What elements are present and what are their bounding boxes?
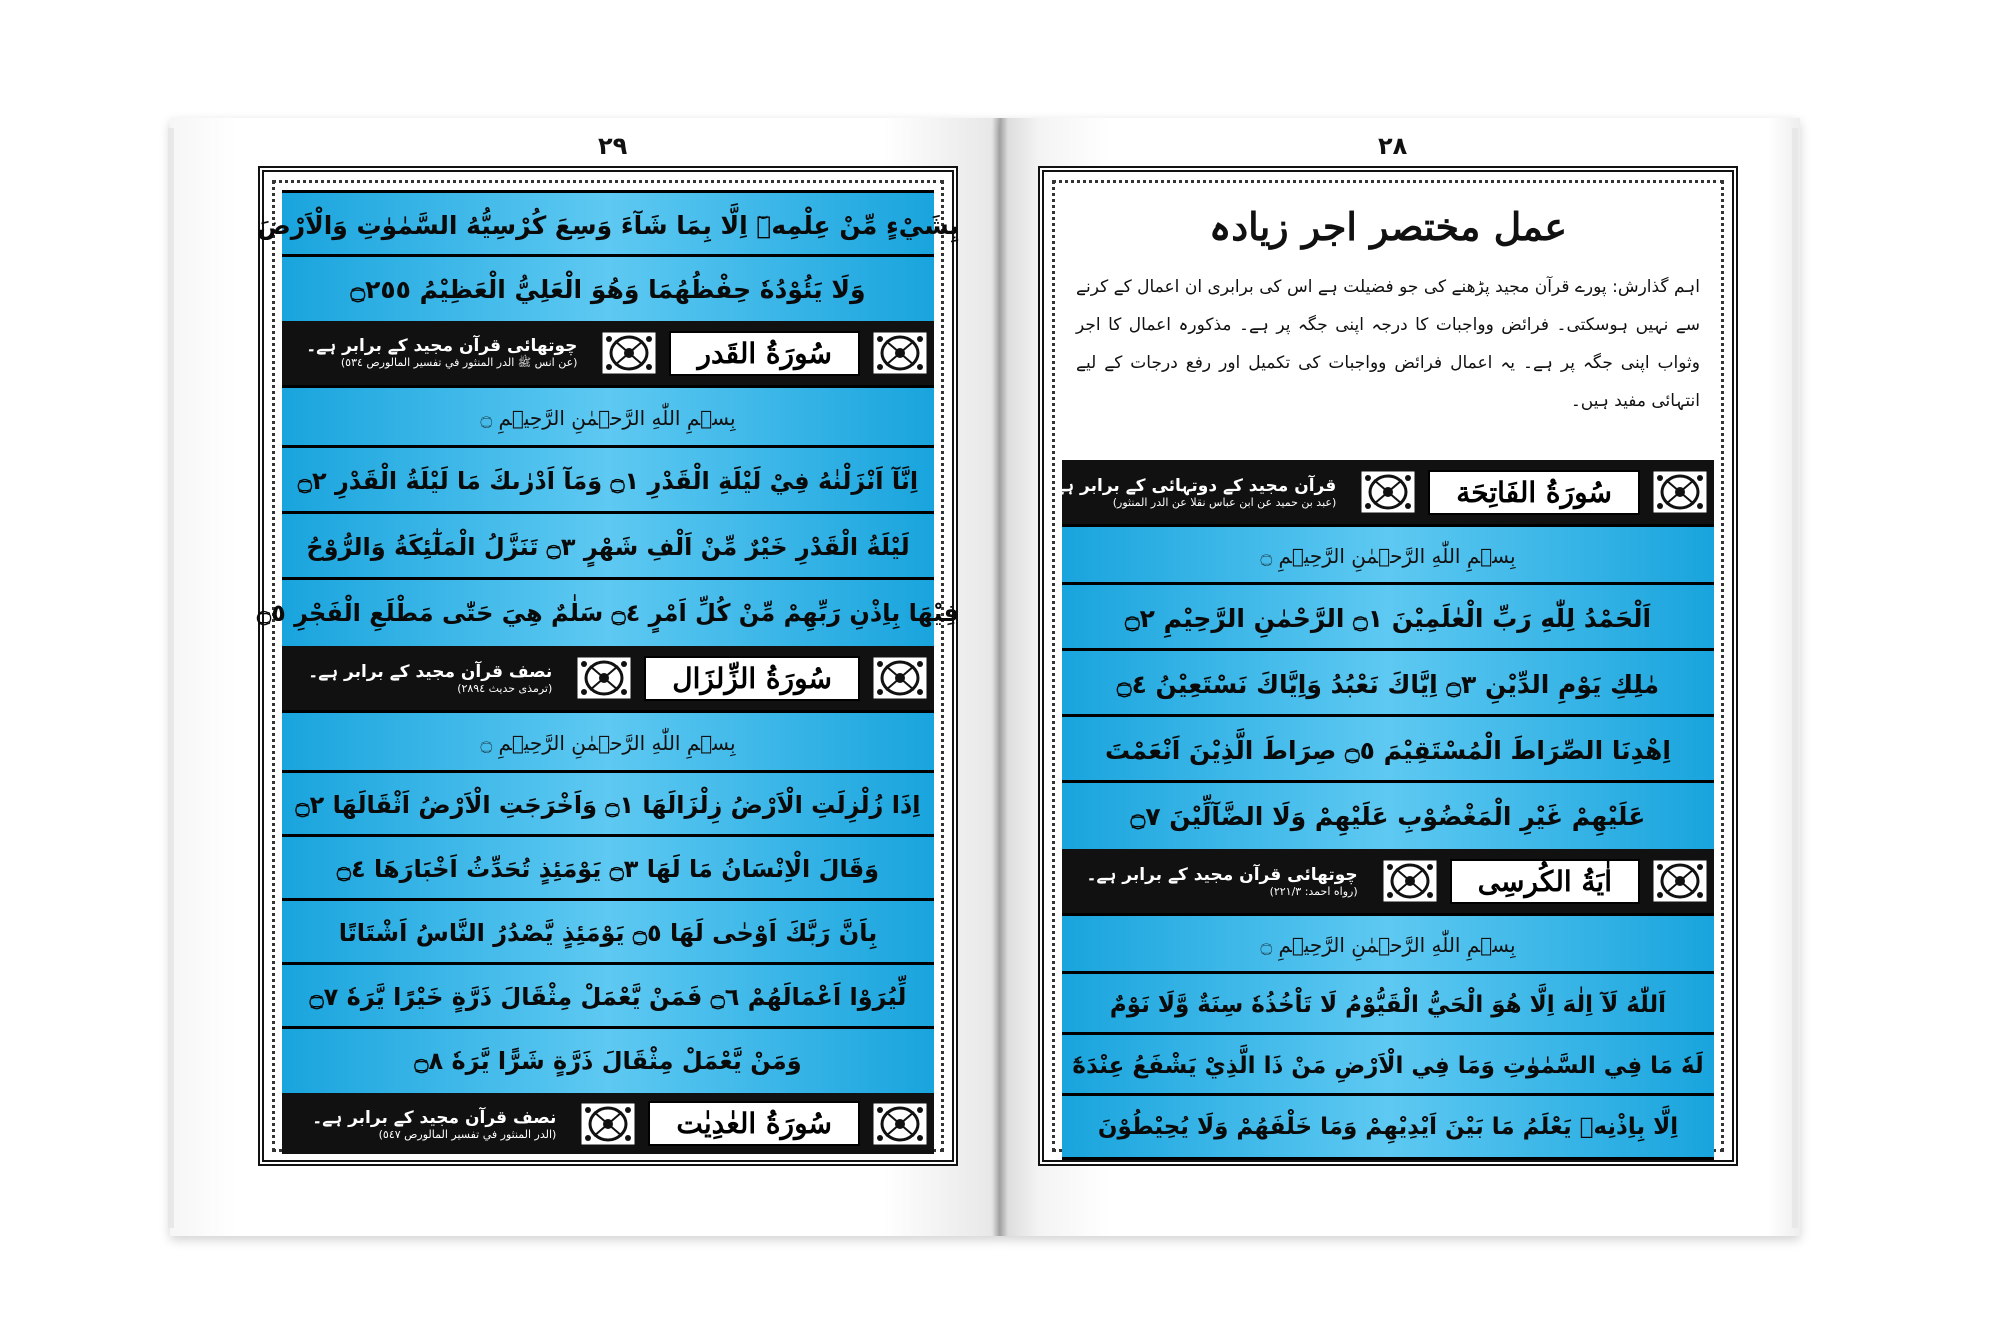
verse-line: لَهٗ مَا فِي السَّمٰوٰتِ وَمَا فِي الْاَرْضِ مَنْ ذَا الَّذِيْ يَشْفَعُ عِنْدَهٗٓ	[1062, 1032, 1714, 1099]
ornament-icon	[872, 331, 928, 375]
surah-virtue: قرآن مجید کے دوتہائی کے برابر ہے۔	[1044, 476, 1337, 496]
surah-adiyat-note	[312, 1107, 556, 1141]
right-page-edge	[1792, 128, 1798, 1228]
verse-line: اَلْحَمْدُ لِلّٰهِ رَبِّ الْعٰلَمِيْنَ ۝١ الرَّحْمٰنِ الرَّحِيْمِ ۝٢	[1062, 582, 1714, 654]
book-spine	[992, 118, 1008, 1236]
basmala: بِسۡمِ اللّٰهِ الرَّحۡمٰنِ الرَّحِيۡمِ ۝	[1062, 913, 1714, 977]
verse-line: عَلَيْهِمْ غَيْرِ الْمَغْضُوْبِ عَلَيْهِمْ وَلَا الضَّآلِّيْنَ ۝٧	[1062, 780, 1714, 852]
intro-note: اہم گذارش: پورے قرآن مجید پڑھنے کی جو فضیلت ہے اس کی برابری ان اعمال کے کرنے سے نہیں ہوسکتی۔ فرائض وواجبات کا درجہ اپنی جگہ پر ہے۔ مذکورہ اعمال کا اجر وثواب اپنی جگہ پر ہے۔ یہ اعمال فرائض وواجبات کی تکمیل اور رفع درجات کے لیے انتہائی مفید ہیں۔	[1076, 277, 1700, 411]
ornament-icon	[1360, 470, 1416, 514]
surah-qadr-bar	[282, 321, 934, 385]
right-frame	[1038, 166, 1738, 1166]
surah-adiyat-bar	[282, 1093, 934, 1154]
intro-box	[1062, 190, 1714, 411]
verse-line: فِيْهَا بِاِذْنِ رَبِّهِمْ مِّنْ كُلِّ اَمْرٍ ۝٤ سَلٰمٌ هِيَ حَتّٰى مَطْلَعِ الْفَجْرِ ۝٥	[282, 577, 934, 649]
right-content	[1044, 190, 1714, 1142]
left-content	[257, 190, 959, 1142]
page-number-left: ۲۹	[598, 132, 628, 160]
left-page-edge	[168, 128, 174, 1228]
basmala: بِسۡمِ اللّٰهِ الرَّحۡمٰنِ الرَّحِيۡمِ ۝	[282, 385, 934, 451]
verse-line: وَقَالَ الْاِنْسَانُ مَا لَهَا ۝٣ يَوْمَئِذٍ تُحَدِّثُ اَخْبَارَهَا ۝٤	[282, 834, 934, 904]
verse-line: اِلَّا بِاِذْنِهٖ يَعْلَمُ مَا بَيْنَ اَيْدِيْهِمْ وَمَا خَلْفَهُمْ وَلَا يُحِيْطُوْنَ	[1062, 1093, 1714, 1160]
surah-fatiha-title: سُورَةُ الفَاتِحَة	[1428, 470, 1640, 515]
surah-adiyat-title: سُورَةُ العٰدِيٰت	[648, 1101, 860, 1146]
page-number-right: ۲۸	[1378, 132, 1408, 160]
ornament-icon	[1652, 859, 1708, 903]
left-frame	[258, 166, 958, 1166]
verse-line: بِشَيْءٍ مِّنْ عِلْمِهٖٓ اِلَّا بِمَا شَآءَ وَسِعَ كُرْسِيُّهُ السَّمٰوٰتِ وَالْاَرْضَ	[282, 190, 934, 260]
verse-line: لِّيُرَوْا اَعْمَالَهُمْ ۝٦ فَمَنْ يَّعْمَلْ مِثْقَالَ ذَرَّةٍ خَيْرًا يَّرَهٗ ۝٧	[282, 962, 934, 1032]
surah-source: (عبد بن حميد عن ابن عباس نقلا عن الدر المنثور)	[1112, 496, 1337, 509]
verse-line: وَلَا يَئُوْدُهٗ حِفْظُهُمَا وَهُوَ الْعَلِيُّ الْعَظِيْمُ ۝٢٥٥	[282, 254, 934, 324]
surah-source: (ترمذی حدیث ٢٨٩٤)	[457, 682, 553, 695]
verse-line: اِنَّآ اَنْزَلْنٰهُ فِيْ لَيْلَةِ الْقَدْرِ ۝١ وَمَآ اَدْرٰىكَ مَا لَيْلَةُ الْقَدْرِ ۝٢	[282, 445, 934, 517]
ornament-icon	[872, 656, 928, 700]
ornament-icon	[601, 331, 657, 375]
surah-qadr-note	[306, 335, 577, 372]
page-title: عمل مختصر اجر زیادہ	[1208, 204, 1568, 249]
basmala: بِسۡمِ اللّٰهِ الرَّحۡمٰنِ الرَّحِيۡمِ ۝	[282, 710, 934, 776]
verse-line: وَمَنْ يَّعْمَلْ مِثْقَالَ ذَرَّةٍ شَرًّا يَّرَهٗ ۝٨	[282, 1026, 934, 1096]
verse-line: اَللّٰهُ لَآ اِلٰهَ اِلَّا هُوَ الْحَيُّ الْقَيُّوْمُ لَا تَاْخُذُهٗ سِنَةٌ وَّلَا نَوْمٌ	[1062, 971, 1714, 1038]
basmala: بِسۡمِ اللّٰهِ الرَّحۡمٰنِ الرَّحِيۡمِ ۝	[1062, 524, 1714, 588]
surah-source: (عن انس ﷺ الدر المنثور في تفسير المالورص ٥٣٤)	[340, 355, 578, 369]
surah-fatiha-bar	[1044, 460, 1714, 524]
surah-fatiha-note	[1044, 475, 1336, 509]
surah-zilzal-note	[308, 661, 552, 695]
ornament-icon	[872, 1102, 928, 1146]
ornament-icon	[1382, 859, 1438, 903]
verse-line: بِاَنَّ رَبَّكَ اَوْحٰى لَهَا ۝٥ يَوْمَئِذٍ يَّصْدُرُ النَّاسُ اَشْتَاتًا	[282, 898, 934, 968]
ayat-kursi-title: اٰيَةُ الكُرسِى	[1450, 859, 1640, 904]
ornament-icon	[580, 1102, 636, 1146]
surah-qadr-title: سُورَةُ القَدر	[669, 331, 860, 376]
verse-line: لَيْلَةُ الْقَدْرِ خَيْرٌ مِّنْ اَلْفِ شَهْرٍ ۝٣ تَنَزَّلُ الْمَلٰٓئِكَةُ وَالرُّوْحُ	[282, 511, 934, 583]
verse-line: اِهْدِنَا الصِّرَاطَ الْمُسْتَقِيْمَ ۝٥ صِرَاطَ الَّذِيْنَ اَنْعَمْتَ	[1062, 714, 1714, 786]
surah-zilzal-title: سُورَةُ الزِّلزَال	[644, 656, 860, 701]
surah-virtue: نصف قرآن مجید کے برابر ہے۔	[308, 662, 553, 682]
surah-source: (رواه احمد: ٢٢١/٣)	[1269, 885, 1358, 898]
verse-line: اِذَا زُلْزِلَتِ الْاَرْضُ زِلْزَالَهَا ۝١ وَاَخْرَجَتِ الْاَرْضُ اَثْقَالَهَا ۝٢	[282, 770, 934, 840]
surah-zilzal-bar	[282, 646, 934, 710]
ayat-kursi-note	[1087, 864, 1358, 898]
surah-source: (الدر المنثور في تفسير المالورص ٥٤٧)	[378, 1127, 557, 1141]
ornament-icon	[1652, 470, 1708, 514]
surah-virtue: نصف قرآن مجید کے برابر ہے۔	[312, 1107, 557, 1128]
ayat-kursi-bar	[1062, 849, 1714, 913]
surah-virtue: چوتھائی قرآن مجید کے برابر ہے۔	[306, 335, 578, 356]
verse-line: مٰلِكِ يَوْمِ الدِّيْنِ ۝٣ اِيَّاكَ نَعْبُدُ وَاِيَّاكَ نَسْتَعِيْنُ ۝٤	[1062, 648, 1714, 720]
surah-virtue: چوتھائی قرآن مجید کے برابر ہے۔	[1086, 865, 1358, 885]
ornament-icon	[576, 656, 632, 700]
